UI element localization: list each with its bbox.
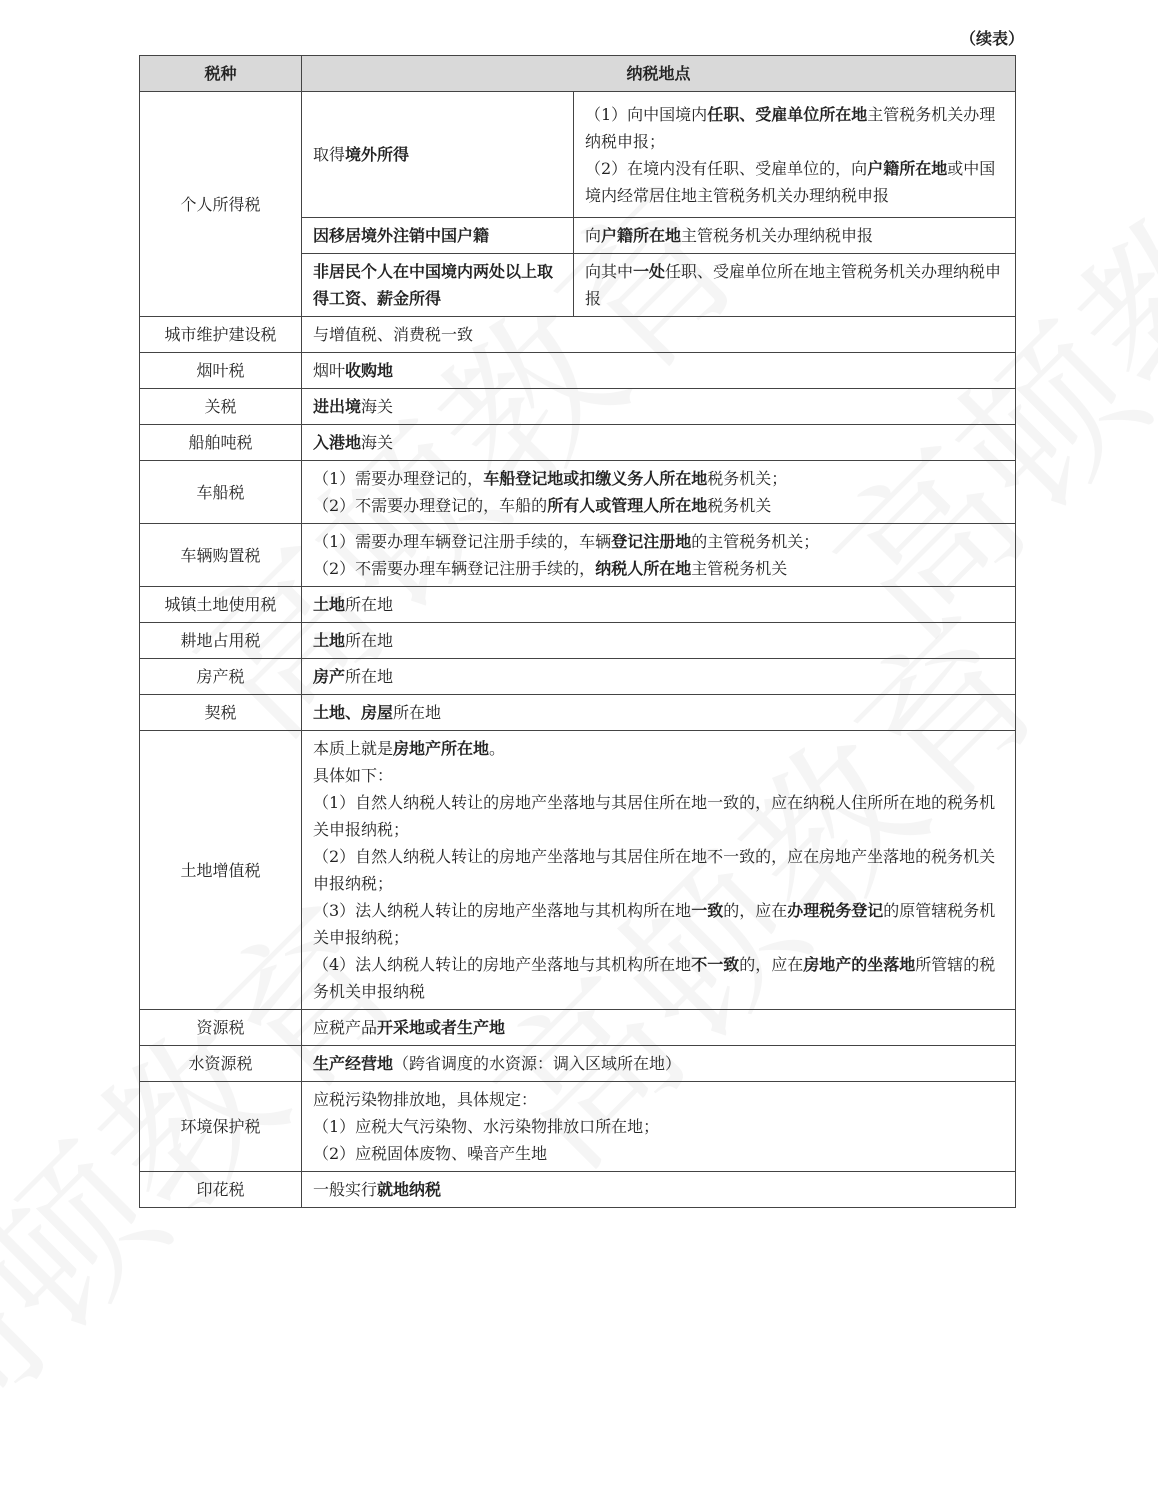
emphasis-text: 入港地 — [313, 433, 362, 452]
pit-case — [302, 218, 574, 254]
table-row — [140, 1046, 1016, 1082]
text-segment: 具体如下： — [313, 766, 394, 785]
emphasis-text: 车船登记地或扣缴义务人所在地 — [483, 469, 708, 488]
text-segment: 向 — [585, 226, 602, 245]
table-row — [140, 731, 1016, 1010]
text-segment: 的原管辖税务机关申报纳税； — [313, 901, 996, 947]
text-segment: 主管税务机关办理纳税申报 — [681, 226, 874, 245]
text-segment: 所管辖的税务机关申报纳税 — [313, 955, 996, 1001]
tax-location — [302, 587, 1016, 623]
text-segment: 主管税务机关 — [691, 559, 788, 578]
tax-name: 资源税 — [140, 1010, 302, 1046]
tax-location — [302, 695, 1016, 731]
emphasis-text: 收购地 — [345, 361, 394, 380]
text-segment: （1）自然人纳税人转让的房地产坐落地与其居住所在地一致的，应在纳税人住所所在地的税务机关申报纳税； — [313, 793, 996, 839]
emphasis-text: 土地 — [313, 631, 346, 650]
emphasis-text: 房产 — [313, 667, 346, 686]
tax-name: 个人所得税 — [140, 92, 302, 317]
pit-case — [302, 254, 574, 317]
emphasis-text: 户籍所在地 — [601, 226, 682, 245]
emphasis-text: 办理税务登记 — [787, 901, 884, 920]
text-segment: 烟叶 — [313, 361, 346, 380]
table-row — [140, 92, 1016, 218]
text-segment: （2）应税固体废物、噪音产生地 — [313, 1144, 548, 1163]
text-segment: 与增值税、消费税一致 — [313, 325, 474, 344]
tax-location — [302, 623, 1016, 659]
tax-location — [302, 1172, 1016, 1208]
tax-name: 城镇土地使用税 — [140, 587, 302, 623]
text-segment: 所在地 — [345, 631, 394, 650]
emphasis-text: 非居民个人在中国境内两处以上取得工资、薪金所得 — [313, 262, 554, 308]
emphasis-text: 户籍所在地 — [867, 158, 948, 178]
text-segment: 应税产品 — [313, 1018, 378, 1037]
tax-name: 印花税 — [140, 1172, 302, 1208]
emphasis-text: 一致 — [691, 901, 724, 920]
table-row — [140, 524, 1016, 587]
table-row — [140, 389, 1016, 425]
tax-location — [574, 218, 1016, 254]
tax-location — [302, 389, 1016, 425]
text-segment: 主管税务机关办理纳税申报； — [585, 104, 996, 151]
tax-name: 契税 — [140, 695, 302, 731]
tax-location — [302, 461, 1016, 524]
tax-name: 耕地占用税 — [140, 623, 302, 659]
tax-location — [302, 1010, 1016, 1046]
tax-location — [302, 353, 1016, 389]
tax-name: 船舶吨税 — [140, 425, 302, 461]
table-body — [140, 92, 1016, 1208]
text-segment: （3）法人纳税人转让的房地产坐落地与其机构所在地 — [313, 901, 692, 920]
tax-location — [302, 317, 1016, 353]
tax-name: 环境保护税 — [140, 1082, 302, 1172]
tax-name: 土地增值税 — [140, 731, 302, 1010]
text-segment: 税务机关 — [707, 496, 772, 515]
emphasis-text: 纳税人所在地 — [595, 559, 692, 578]
emphasis-text: 土地 — [313, 595, 346, 614]
emphasis-text: 生产经营地 — [313, 1054, 394, 1073]
tax-location — [302, 425, 1016, 461]
text-segment: 或中国境内经常居住地主管税务机关办理纳税申报 — [585, 158, 996, 205]
text-segment: （2）不需要办理车辆登记注册手续的， — [313, 559, 596, 578]
tax-name: 城市维护建设税 — [140, 317, 302, 353]
pit-case — [302, 92, 574, 218]
emphasis-text: 不一致 — [691, 955, 740, 974]
table-row — [140, 623, 1016, 659]
text-segment: （1）需要办理登记的， — [313, 469, 484, 488]
text-segment: 海关 — [361, 433, 394, 452]
tax-location — [302, 1046, 1016, 1082]
table-row — [140, 1172, 1016, 1208]
text-segment: 的，应在 — [739, 955, 804, 974]
text-segment: 一般实行 — [313, 1180, 378, 1199]
table-row — [140, 425, 1016, 461]
table-row — [140, 1010, 1016, 1046]
text-segment: 所在地 — [345, 595, 394, 614]
table-header-row — [140, 56, 1016, 92]
emphasis-text: 房地产所在地 — [393, 739, 490, 758]
header-tax-type: 税种 — [140, 56, 302, 92]
text-segment: （1）向中国境内 — [585, 104, 708, 124]
emphasis-text: 境外所得 — [345, 145, 410, 164]
tax-location — [302, 659, 1016, 695]
table-row — [140, 317, 1016, 353]
text-segment: 的主管税务机关； — [691, 532, 820, 551]
tax-location — [302, 731, 1016, 1010]
table-row — [140, 1082, 1016, 1172]
tax-name: 车船税 — [140, 461, 302, 524]
emphasis-text: 所有人或管理人所在地 — [547, 496, 708, 515]
tax-location — [574, 254, 1016, 317]
text-segment: 任职、受雇单位所在地主管税务机关办理纳税申报 — [585, 262, 1002, 308]
text-segment: （2）在境内没有任职、受雇单位的，向 — [585, 158, 868, 178]
emphasis-text: 一处 — [633, 262, 666, 281]
emphasis-text: 进出境 — [313, 397, 362, 416]
tax-location — [302, 1082, 1016, 1172]
text-segment: 。 — [489, 739, 506, 758]
text-segment: （跨省调度的水资源：调入区域所在地） — [393, 1054, 682, 1073]
emphasis-text: 开采地或者生产地 — [377, 1018, 506, 1037]
table-row — [140, 587, 1016, 623]
text-segment: （1）需要办理车辆登记注册手续的，车辆 — [313, 532, 612, 551]
text-segment: 取得 — [313, 145, 346, 164]
text-segment: 向其中 — [585, 262, 634, 281]
text-segment: （4）法人纳税人转让的房地产坐落地与其机构所在地 — [313, 955, 692, 974]
text-segment: 税务机关； — [707, 469, 788, 488]
tax-name: 水资源税 — [140, 1046, 302, 1082]
text-segment: 的，应在 — [723, 901, 788, 920]
tax-location-table — [139, 55, 1016, 1208]
emphasis-text: 登记注册地 — [611, 532, 692, 551]
table-row — [140, 461, 1016, 524]
emphasis-text: 因移居境外注销中国户籍 — [313, 226, 490, 245]
text-segment: 应税污染物排放地，具体规定： — [313, 1090, 538, 1109]
table-row — [140, 659, 1016, 695]
text-segment: （1）应税大气污染物、水污染物排放口所在地； — [313, 1117, 660, 1136]
continued-label: （续表） — [960, 29, 1025, 48]
header-tax-location: 纳税地点 — [302, 56, 1016, 92]
emphasis-text: 土地、房屋 — [313, 703, 394, 722]
text-segment: （2）自然人纳税人转让的房地产坐落地与其居住所在地不一致的，应在房地产坐落地的税务机关申报纳税； — [313, 847, 996, 893]
tax-location — [574, 92, 1016, 218]
emphasis-text: 房地产的坐落地 — [803, 955, 916, 974]
table-row — [140, 695, 1016, 731]
emphasis-text: 就地纳税 — [377, 1180, 442, 1199]
text-segment: 所在地 — [393, 703, 442, 722]
text-segment: 海关 — [361, 397, 394, 416]
tax-name: 房产税 — [140, 659, 302, 695]
table-row — [140, 353, 1016, 389]
tax-name: 车辆购置税 — [140, 524, 302, 587]
text-segment: （2）不需要办理登记的，车船的 — [313, 496, 548, 515]
text-segment: 本质上就是 — [313, 739, 394, 758]
emphasis-text: 任职、受雇单位所在地 — [707, 104, 868, 124]
tax-name: 烟叶税 — [140, 353, 302, 389]
tax-location — [302, 524, 1016, 587]
tax-name: 关税 — [140, 389, 302, 425]
text-segment: 所在地 — [345, 667, 394, 686]
